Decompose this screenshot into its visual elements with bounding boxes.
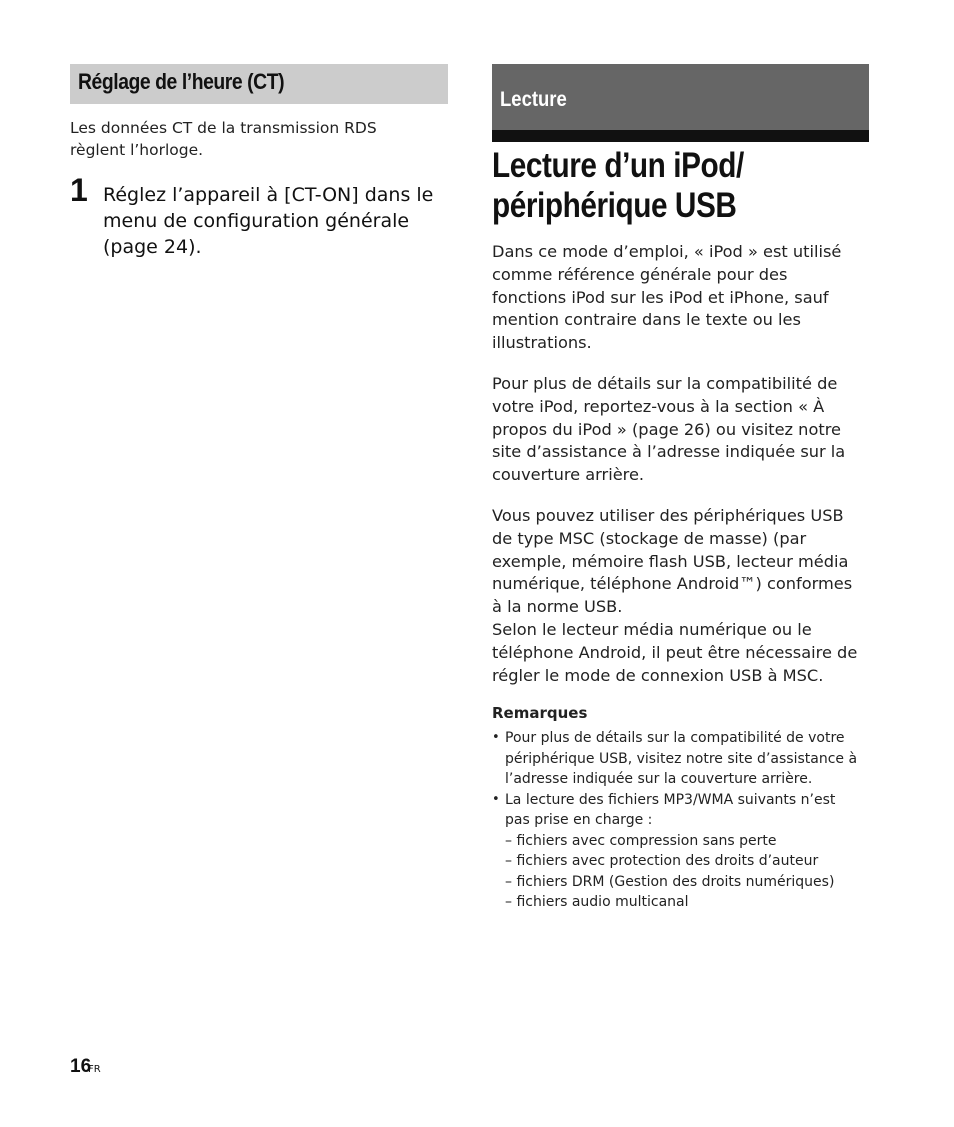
- paragraph-usb-devices: [492, 505, 869, 687]
- paragraph-ipod-definition: [492, 241, 869, 355]
- paragraph-line: de type MSC (stockage de masse) (par: [492, 528, 807, 548]
- ct-intro-line: règlent l’horloge.: [70, 141, 204, 159]
- note-line: Pour plus de détails sur la compatibilité de votre: [505, 730, 845, 746]
- ct-intro-text: [70, 117, 440, 161]
- notes-list: [492, 728, 869, 913]
- page-language-suffix: FR: [88, 1064, 101, 1075]
- note-line: pas prise en charge :: [505, 812, 653, 828]
- chapter-label: Lecture: [500, 88, 567, 111]
- note-line: périphérique USB, visitez notre site d’assistance à: [505, 750, 858, 767]
- paragraph-line: site d’assistance à l’adresse indiquée sur la: [492, 442, 846, 462]
- ct-intro-line: Les données CT de la transmission RDS: [70, 119, 377, 137]
- bullet-icon: •: [492, 791, 500, 807]
- note-sub-item: – fichiers DRM (Gestion des droits numériques): [505, 873, 835, 890]
- section-heading-ct-text: Réglage de l’heure (CT): [78, 69, 285, 94]
- note-sub-item: – fichiers avec compression sans perte: [505, 832, 777, 849]
- step-line: menu de configuration générale: [103, 210, 410, 232]
- paragraph-line: fonctions iPod sur les iPod et iPhone, sauf: [492, 287, 829, 307]
- paragraph-line: votre iPod, reportez-vous à la section « À: [492, 396, 825, 416]
- step-instruction: [103, 182, 448, 260]
- paragraph-line: régler le mode de connexion USB à MSC.: [492, 665, 824, 685]
- note-item: [492, 790, 869, 913]
- page-title-line: périphérique USB: [492, 186, 737, 225]
- note-sub-item: – fichiers audio multicanal: [505, 894, 689, 910]
- paragraph-line: mention contraire dans le texte ou les: [492, 310, 801, 330]
- step-line: Réglez l’appareil à [CT-ON] dans le: [103, 184, 434, 206]
- paragraph-line: à la norme USB.: [492, 597, 623, 617]
- chapter-rule: [492, 130, 869, 142]
- note-line: La lecture des fichiers MP3/WMA suivants n’est: [505, 791, 836, 808]
- paragraph-line: Selon le lecteur média numérique ou le: [492, 619, 812, 639]
- step-number: 1: [70, 172, 88, 208]
- page-title-line: Lecture d’un iPod/: [492, 146, 744, 185]
- paragraph-line: propos du iPod » (page 26) ou visitez notre: [492, 419, 841, 439]
- paragraph-line: illustrations.: [492, 333, 592, 353]
- paragraph-line: numérique, téléphone Android™) conformes: [492, 574, 853, 594]
- paragraph-line: exemple, mémoire flash USB, lecteur média: [492, 551, 849, 571]
- step-line: (page 24).: [103, 236, 202, 258]
- note-line: l’adresse indiquée sur la couverture arrière.: [505, 771, 813, 787]
- chapter-band: [492, 64, 869, 130]
- notes-heading: Remarques: [492, 704, 588, 722]
- section-heading-ct: [70, 64, 448, 104]
- paragraph-line: Pour plus de détails sur la compatibilité de: [492, 374, 838, 393]
- paragraph-line: téléphone Android, il peut être nécessaire de: [492, 642, 858, 662]
- paragraph-line: comme référence générale pour des: [492, 264, 788, 284]
- bullet-icon: •: [492, 730, 500, 745]
- paragraph-line: Dans ce mode d’emploi, « iPod » est utilisé: [492, 242, 842, 261]
- page-number: 16: [70, 1056, 92, 1077]
- paragraph-line: couverture arrière.: [492, 465, 645, 485]
- note-sub-item: – fichiers avec protection des droits d’auteur: [505, 853, 819, 869]
- paragraph-compatibility: [492, 373, 869, 487]
- paragraph-line: Vous pouvez utiliser des périphériques USB: [492, 506, 844, 525]
- page-title: [492, 146, 812, 226]
- note-item: [492, 728, 869, 790]
